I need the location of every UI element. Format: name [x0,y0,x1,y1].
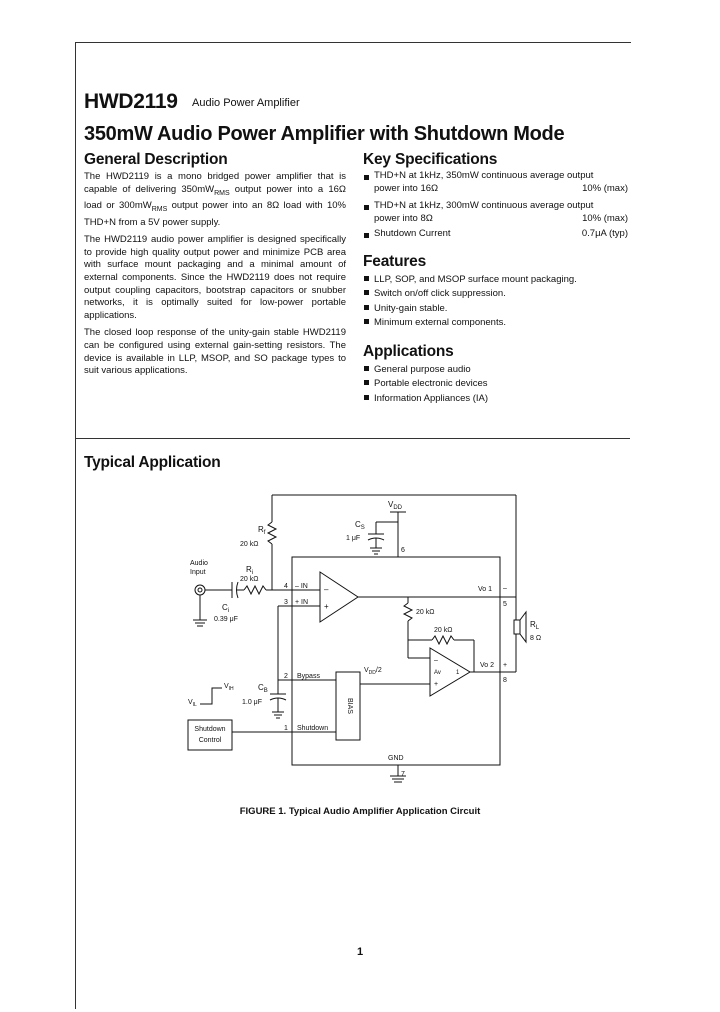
svg-text:VDD/2: $V_{DD}/2$ [364,667,382,676]
feature-item: LLP, SOP, and MSOP surface mount packaging. [364,274,577,287]
svg-text:5: 5 [503,601,507,608]
svg-text:VIH: $V_{IH}$ [224,683,234,692]
svg-text:Rf: $R_f$ [258,525,266,536]
svg-text:6: 6 [401,547,405,554]
svg-text:20 kΩ: 20 kΩ [416,609,435,616]
svg-text:Shutdown: Shutdown [194,726,226,733]
feature-item: Switch on/off click suppression. [364,288,506,301]
svg-text:GND: GND [388,755,404,762]
applications-heading: Applications [363,343,454,360]
feature-item: Minimum external components. [364,317,506,330]
application-item: Information Appliances (IA) [364,393,488,406]
general-description-p2: The HWD2119 audio power amplifier is designed specifically to provide high quality output power and minimize PCB area with surface mount packaging and a minimal amount of external components. Since the HWD2119 does not require output coupling capacitors, bootstrap capacitors or snubber networks, it is optimally suited for low-power portable applications. [84,234,346,321]
svg-text:+: + [503,662,508,669]
svg-text:Control: Control [198,737,222,744]
page-number: 1 [356,946,364,958]
svg-text:3: 3 [284,599,288,606]
part-subtitle: Audio Power Amplifier [192,97,300,109]
svg-text:20 kΩ: 20 kΩ [240,541,259,548]
svg-text:Vo 1: Vo 1 [478,586,493,593]
svg-text:Bypass: Bypass [297,673,320,680]
general-description-p3: The closed loop response of the unity-gain stable HWD2119 can be configured using external gain-setting resistors. The device is available in LLP, MSOP, and SO package types to suit various applications. [84,327,346,377]
spec-item: THD+N at 1kHz, 300mW continuous average output power into 8Ω 10% (max) [374,200,628,224]
svg-text:CS: $C_S$ [355,520,365,531]
svg-text:–: – [503,585,507,592]
spec-item: Shutdown Current 0.7μA (typ) [374,228,628,239]
svg-text:– IN: – IN [295,583,308,590]
svg-text:Audio: Audio [190,560,208,567]
application-item: Portable electronic devices [364,378,488,391]
svg-text:–: – [324,585,329,594]
svg-text:Ri: $R_i$ [246,565,254,576]
general-description-p1: The HWD2119 is a mono bridged power amplifier that is capable of delivering $350mW_{RMS}$ output power into a 16Ω load or $300mW_{RMS}$ output power into an 8Ω load with 10% THD+N from a 5V power supply. [84,171,346,228]
svg-text:–: – [434,657,438,664]
svg-text:1.0 μF: 1.0 μF [242,699,262,706]
part-number: HWD2119 [84,90,178,113]
svg-text:2: 2 [284,673,288,680]
svg-text:7: 7 [401,771,405,778]
key-specs-heading: Key Specifications [363,151,498,168]
svg-text:CB: $C_B$ [258,683,268,694]
svg-text:VDD: $V_{DD}$ [388,500,403,511]
svg-text:+ IN: + IN [295,599,309,606]
svg-text:1 μF: 1 μF [346,535,361,542]
spec-item: THD+N at 1kHz, 350mW continuous average output power into 16Ω 10% (max) [374,170,628,194]
svg-text:Input: Input [190,569,206,576]
shutdown-control-block [188,720,232,750]
document-title: 350mW Audio Power Amplifier with Shutdown Mode [84,123,565,145]
svg-text:4: 4 [284,583,288,590]
application-circuit-diagram [0,480,720,800]
general-description [84,171,346,383]
svg-text:Av: Av [434,670,441,676]
svg-text:Shutdown: Shutdown [297,725,329,732]
svg-text:8: 8 [503,677,507,684]
svg-text:+: + [324,602,329,611]
typical-application-heading: Typical Application [84,454,221,471]
svg-text:20 kΩ: 20 kΩ [240,576,259,583]
svg-text:1: 1 [284,725,288,732]
svg-text:Vo 2: Vo 2 [480,662,495,669]
figure-caption: FIGURE 1. Typical Audio Amplifier Application Circuit [239,806,481,817]
general-description-heading: General Description [84,151,228,168]
section-divider [75,438,630,439]
svg-text:RL: $R_L$ [530,620,540,631]
feature-item: Unity-gain stable. [364,303,447,316]
application-item: General purpose audio [364,364,471,377]
svg-text:+: + [434,681,439,688]
svg-text:20 kΩ: 20 kΩ [434,627,453,634]
svg-text:VIL: $V_{IL}$ [188,699,197,708]
svg-text:Ci: $C_i$ [222,603,230,614]
svg-text:BIAS: BIAS [346,698,353,714]
svg-text:1: 1 [456,670,460,676]
features-heading: Features [363,253,427,270]
svg-text:8 Ω: 8 Ω [530,635,542,642]
svg-text:0.39 μF: 0.39 μF [214,616,238,623]
